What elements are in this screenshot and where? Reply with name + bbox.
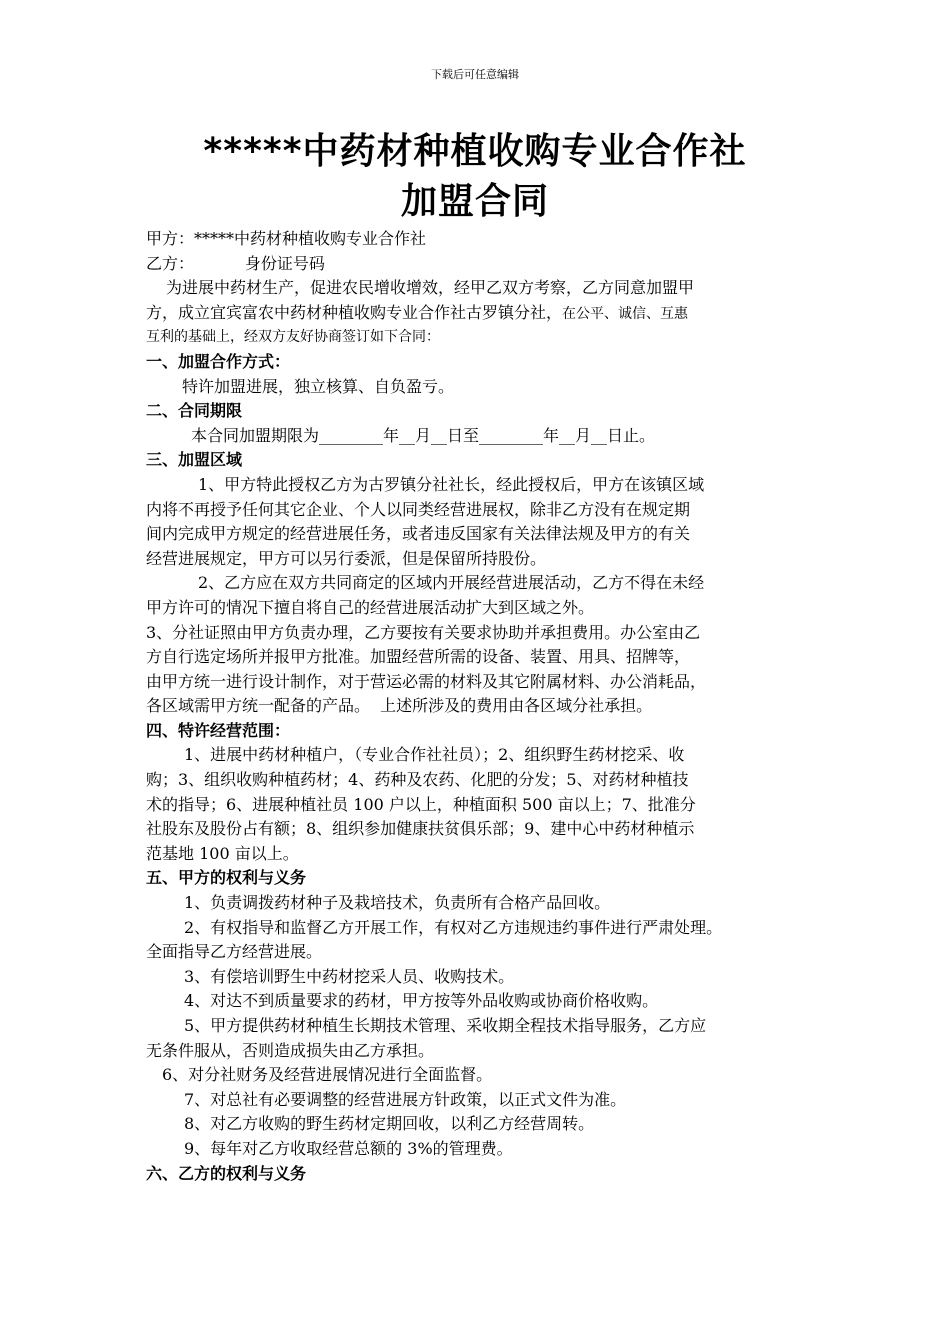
clause-line: 全面指导乙方经营进展。 [146,942,323,962]
intro-line [146,301,826,326]
clause-line: 4、对达不到质量要求的药材，甲方按等外品收购或协商价格收购。 [184,991,659,1011]
clause-line: 经营进展规定，甲方可以另行委派，但是保留所持股份。 [146,548,547,568]
clause-line: 6、对分社财务及经营进展情况进行全面监督。 [162,1065,493,1085]
clause-line: 各区域需甲方统一配备的产品。 上述所涉及的费用由各区域分社承担。 [146,696,653,716]
clause-line: 无条件服从，否则造成损失由乙方承担。 [146,1040,435,1060]
intro-line: 为进展中药材生产，促进农民增收增效，经甲乙双方考察，乙方同意加盟甲 [166,278,695,298]
clause-line: 范基地 100 亩以上。 [146,843,299,863]
clause-line: 3、有偿培训野生中药材挖采人员、收购技术。 [184,966,515,986]
section-heading: 三、加盟区域 [146,450,243,470]
section-heading: 六、乙方的权利与义务 [146,1163,307,1183]
clause-line: 术的指导；6、进展种植社员 100 户以上，种植面积 500 亩以上；7、批准分 [146,794,696,814]
clause-line: 本合同加盟期限为________年__月__日至________年__月__日止。 [191,425,656,445]
party-a: 甲方：*****中药材种植收购专业合作社 [146,229,427,248]
clause-line: 方自行选定场所并报甲方批准。加盟经营所需的设备、装置、用具、招牌等， [146,647,691,667]
intro-text-small: 在公平、诚信、互惠 [562,305,689,322]
clause-line: 5、甲方提供药材种植生长期技术管理、采收期全程技术指导服务，乙方应 [184,1016,707,1035]
clause-line: 社股东及股份占有额；8、组织参加健康扶贫俱乐部；9、建中心中药材种植示 [146,819,695,839]
party-b: 乙方： 身份证号码 [146,253,325,273]
clause-line: 内将不再授予任何其它企业、个人以同类经营进展权，除非乙方没有在规定期 [146,499,691,519]
document-subtitle: 加盟合同 [400,181,549,222]
clause-line: 1、甲方特此授权乙方为古罗镇分社社长，经此授权后，甲方在该镇区域 [198,474,705,494]
section-heading: 一、加盟合作方式： [146,351,291,371]
clause-line: 7、对总社有必要调整的经营进展方针政策，以正式文件为准。 [184,1089,627,1109]
clause-line: 1、进展中药材种植户，（专业合作社社员）；2、组织野生药材挖采、收 [184,745,685,765]
contract-body [146,227,826,1186]
intro-text: 方，成立宜宾富农中药材种植收购专业合作社古罗镇分社， [146,302,563,322]
clause-line: 甲方许可的情况下擅自将自己的经营进展活动扩大到区域之外。 [146,597,595,617]
clause-line: 1、负责调拨药材种子及栽培技术，负责所有合格产品回收。 [184,893,611,913]
clause-line: 间内完成甲方规定的经营进展任务，或者违反国家有关法律法规及甲方的有关 [146,524,691,544]
section-heading: 二、合同期限 [146,401,243,421]
clause-line: 购；3、组织收购种植药材；4、药种及农药、化肥的分发；5、对药材种植技 [146,770,689,790]
header-note: 下载后可任意编辑 [431,68,519,81]
section-heading: 五、甲方的权利与义务 [146,868,307,888]
intro-line: 互利的基础上，经双方友好协商签订如下合同： [146,329,440,346]
clause-line: 2、乙方应在双方共同商定的区域内开展经营进展活动，乙方不得在未经 [198,573,705,593]
clause-line: 特许加盟进展，独立核算、自负盈亏。 [182,376,455,396]
clause-line: 2、有权指导和监督乙方开展工作，有权对乙方违规违约事件进行严肃处理。 [184,917,723,937]
clause-line: 8、对乙方收购的野生药材定期回收，以利乙方经营周转。 [184,1114,595,1134]
clause-line: 由甲方统一进行设计制作，对于营运必需的材料及其它附属材料、办公消耗品， [146,671,707,691]
document-title: *****中药材种植收购专业合作社 [203,131,747,172]
section-heading: 四、特许经营范围： [146,720,291,740]
clause-line: 3、分社证照由甲方负责办理，乙方要按有关要求协助并承担费用。办公室由乙 [146,622,701,642]
clause-line: 9、每年对乙方收取经营总额的 3%的管理费。 [184,1138,513,1158]
